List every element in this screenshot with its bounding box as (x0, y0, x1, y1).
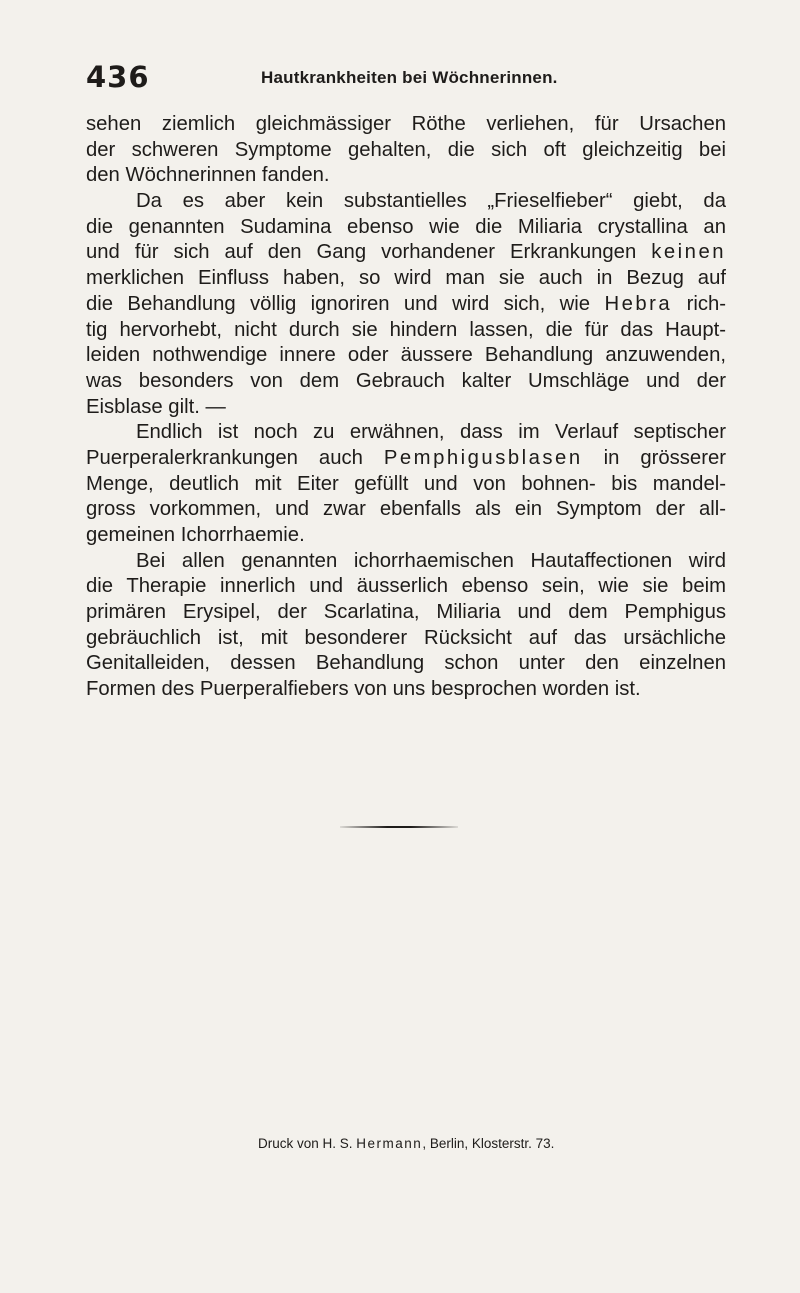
text-line: gross vorkommen, und zwar ebenfalls als ein Symptom der all- (86, 498, 726, 521)
text-line: gebräuchlich ist, mit besonderer Rücksicht auf das ursächliche (86, 626, 726, 649)
text-line (86, 446, 726, 472)
printer-imprint (258, 1136, 554, 1152)
text-line: Genitalleiden, dessen Behandlung schon unter den einzelnen (86, 652, 726, 675)
text-line: primären Erysipel, der Scarlatina, Miliaria und dem Pemphigus (86, 601, 726, 624)
text-fragment: in grösserer (603, 446, 726, 469)
text-line: tig hervorhebt, nicht durch sie hindern lassen, die für das Haupt- (86, 318, 726, 341)
text-line: Formen des Puerperalfiebers von uns besprochen worden ist. (86, 678, 641, 701)
text-line: Menge, deutlich mit Eiter gefüllt und von bohnen- bis mandel- (86, 472, 726, 495)
page-number: 436 (86, 60, 150, 94)
text-fragment: rich- (686, 292, 726, 315)
text-fragment: die Behandlung völlig ignoriren und wird sich, wie (86, 292, 591, 315)
text-line: die genannten Sudamina ebenso wie die Miliaria crystallina an (86, 215, 726, 238)
text-line: was besonders von dem Gebrauch kalter Umschläge und der (86, 369, 726, 392)
text-line: sehen ziemlich gleichmässiger Röthe verliehen, für Ursachen (86, 113, 726, 135)
body-text (86, 112, 726, 703)
text-fragment: und für sich auf den Gang vorhandener Erkrankungen (86, 241, 637, 264)
text-line: leiden nothwendige innere oder äussere Behandlung anzuwenden, (86, 344, 726, 367)
text-line: gemeinen Ichorrhaemie. (86, 524, 305, 546)
imprint-prefix: Druck von H. S. (258, 1136, 353, 1151)
page-header (86, 60, 726, 100)
imprint-suffix: , Berlin, Klosterstr. 73. (422, 1136, 555, 1151)
text-line: der schweren Symptome gehalten, die sich oft gleichzeitig bei (86, 138, 726, 161)
text-fragment: Puerperalerkrankungen auch (86, 446, 363, 469)
printer-name: Hermann (356, 1136, 423, 1151)
text-line (86, 240, 726, 266)
running-head: Hautkrankheiten bei Wöchnerinnen. (261, 68, 558, 87)
text-line: Bei allen genannten ichorrhaemischen Hautaffectionen wird (136, 549, 726, 572)
text-line: merklichen Einfluss haben, so wird man sie auch in Bezug auf (86, 267, 726, 290)
text-line: die Therapie innerlich und äusserlich ebenso sein, wie sie beim (86, 575, 726, 598)
emphasis: Pemphigusblasen (383, 446, 583, 469)
text-line: den Wöchnerinnen fanden. (86, 164, 330, 187)
emphasis: keinen (651, 241, 726, 264)
text-line: Endlich ist noch zu erwähnen, dass im Verlauf septischer (136, 421, 726, 444)
text-line (86, 292, 726, 318)
text-line: Da es aber kein substantielles „Frieselfieber“ giebt, da (136, 190, 726, 213)
section-divider (340, 826, 458, 828)
author-name: Hebra (604, 292, 673, 315)
text-line: Eisblase gilt. — (86, 395, 226, 418)
